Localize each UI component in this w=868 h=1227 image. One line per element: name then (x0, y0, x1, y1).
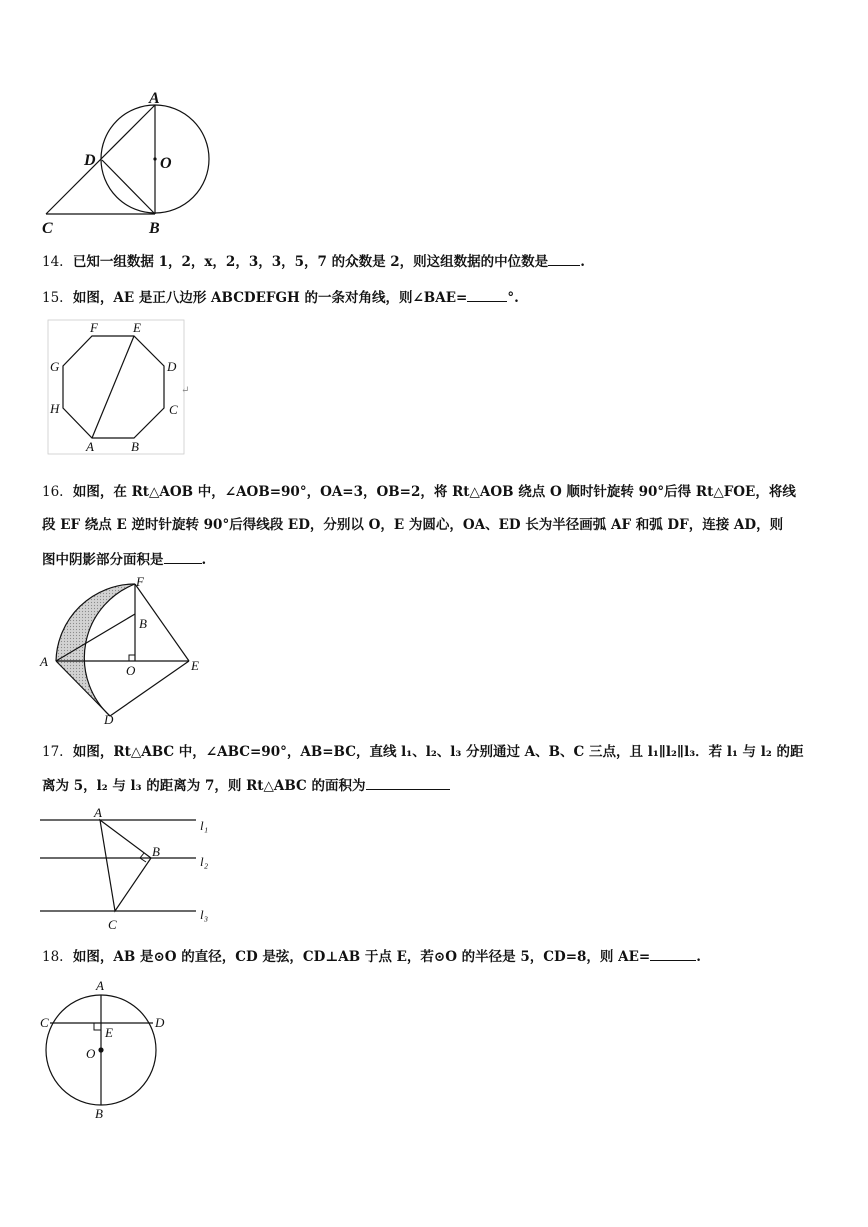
label-c: C (108, 917, 117, 932)
question-text: 如图，AB 是⊙O 的直径，CD 是弦，CD⊥AB 于点 E，若⊙O 的半径是 5，CD=8，则 AE= (72, 949, 651, 965)
label-d: D (104, 712, 114, 727)
label-h: H (50, 401, 60, 416)
segment-ed (110, 661, 189, 716)
label-l3: l₃ (200, 907, 209, 922)
label-b: B (139, 616, 147, 631)
question-number: 18. (42, 949, 64, 965)
figure-18-circle-chord (36, 972, 176, 1122)
question-text: 图中阴影部分面积是 (42, 552, 164, 568)
label-l1: l₁ (200, 818, 209, 833)
answer-blank[interactable] (366, 777, 450, 790)
triangle-abc (100, 820, 151, 911)
question-number: 16. (42, 484, 64, 500)
question-17-line-1 (42, 740, 804, 760)
question-16-line-1 (42, 480, 796, 500)
label-b: B (149, 220, 160, 237)
right-angle-mark (94, 1023, 101, 1030)
answer-blank[interactable] (548, 253, 580, 266)
question-15: 15. 如图，AE 是正八边形 ABCDEFGH 的一条对角线，则∠BAE= °. (42, 290, 519, 306)
question-number: 14. (42, 254, 64, 270)
question-text: 如图，Rt△ABC 中，∠ABC=90°，AB=BC，直线 l₁、l₂、l₃ 分别通过 A、B、C 三点，且 l₁∥l₂∥l₃．若 l₁ 与 l₂ 的距 (72, 744, 804, 760)
label-d: D (84, 152, 96, 169)
label-a: A (40, 654, 48, 669)
right-angle-mark (129, 655, 135, 661)
label-f: F (136, 574, 144, 589)
figure-13-circle-tangent (36, 88, 226, 238)
return-mark-icon: ↵ (181, 385, 190, 396)
label-b: B (95, 1106, 103, 1121)
label-c: C (42, 220, 53, 237)
question-text: 段 EF 绕点 E 逆时针旋转 90°后得线段 ED，分别以 O，E 为圆心，OA、ED 长为半径画弧 AF 和弧 DF，连接 AD，则 (42, 517, 784, 533)
label-o: O (86, 1046, 96, 1061)
question-text: 如图，在 Rt△AOB 中，∠AOB=90°，OA=3，OB=2，将 Rt△AOB 绕点 O 顺时针旋转 90°后得 Rt△FOE，将线 (72, 484, 796, 500)
question-16-line-3: 图中阴影部分面积是 . (42, 552, 207, 568)
label-b: B (152, 844, 160, 859)
label-d: D (155, 1015, 165, 1030)
question-14: 14. 已知一组数据 1，2，x，2，3，3，5，7 的众数是 2，则这组数据的中位数是 . (42, 254, 585, 270)
question-number: 15. (42, 290, 64, 306)
question-text: 离为 5，l₂ 与 l₃ 的距离为 7，则 Rt△ABC 的面积为 (42, 778, 366, 794)
question-16-line-2 (42, 513, 783, 533)
answer-blank[interactable] (650, 948, 696, 961)
question-text: 已知一组数据 1，2，x，2，3，3，5，7 的众数是 2，则这组数据的中位数是 (72, 254, 549, 270)
label-a: A (94, 805, 102, 820)
label-o: O (160, 155, 172, 172)
label-o: O (126, 663, 136, 678)
label-a: A (96, 978, 104, 993)
label-c: C (169, 402, 178, 417)
label-l2: l₂ (200, 854, 209, 869)
shaded-region (56, 584, 135, 716)
question-18: 18. 如图，AB 是⊙O 的直径，CD 是弦，CD⊥AB 于点 E，若⊙O 的半径是 5，CD=8，则 AE= . (42, 949, 701, 965)
label-a: A (149, 90, 160, 107)
answer-blank[interactable] (467, 289, 507, 302)
question-text: 如图，AE 是正八边形 ABCDEFGH 的一条对角线，则∠BAE= (72, 290, 468, 306)
label-f: F (90, 320, 98, 335)
diagonal-ae (92, 336, 134, 438)
question-17-line-2 (42, 774, 450, 794)
label-c: C (40, 1015, 49, 1030)
label-a: A (86, 439, 94, 454)
label-e: E (105, 1025, 113, 1040)
answer-blank[interactable] (164, 551, 202, 564)
label-b: B (131, 439, 139, 454)
figure-15-octagon (40, 316, 200, 458)
label-e: E (191, 658, 199, 673)
figure-17-parallel-lines (36, 800, 226, 936)
label-g: G (50, 359, 60, 374)
label-e: E (133, 320, 141, 335)
label-d: D (167, 359, 177, 374)
question-number: 17. (42, 744, 64, 760)
figure-16-shaded-region (36, 574, 216, 726)
